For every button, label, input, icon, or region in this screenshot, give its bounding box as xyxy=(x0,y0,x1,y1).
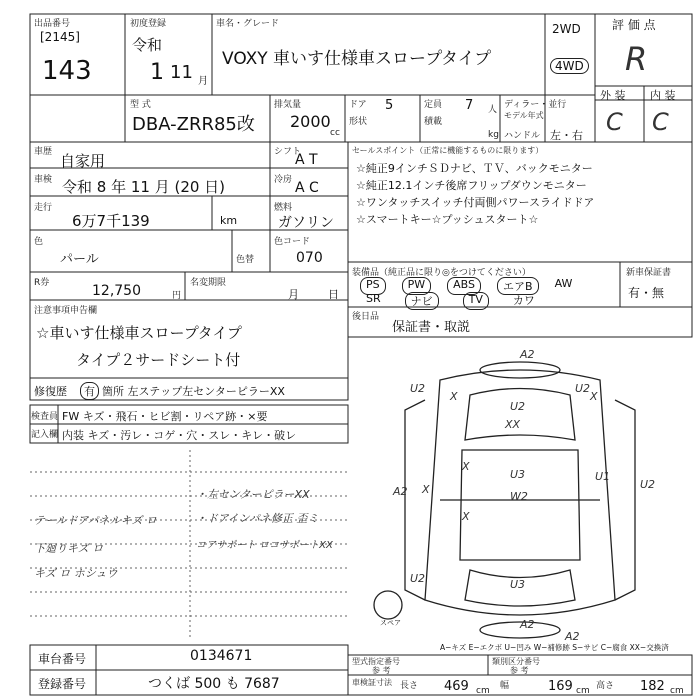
era: 令和 xyxy=(132,36,163,54)
exterior-label: 外 装 xyxy=(600,89,626,102)
displacement: 2000 xyxy=(290,112,331,131)
length-label: 長さ xyxy=(400,681,419,691)
km: km xyxy=(220,214,238,227)
selling-point-item: ☆純正12.1インチ後席フリップダウンモニター xyxy=(356,179,587,192)
mark-u3-rear: U3 xyxy=(510,578,526,591)
fuel: ガソリン xyxy=(278,215,334,231)
recycle-fee: 12,750 xyxy=(92,283,141,299)
shape-label: 形状 xyxy=(349,117,368,127)
drive-4wd: 4WD xyxy=(550,58,589,74)
doors-label: ドア xyxy=(349,100,367,110)
inspector-row-2: 内装 キズ・汚レ・コゲ・穴・スレ・キレ・破レ xyxy=(62,429,297,442)
mark-u2-tl: U2 xyxy=(410,382,426,395)
repair-label: 修復歴 xyxy=(34,385,67,398)
equip-aw: AW xyxy=(554,277,573,290)
score: R xyxy=(625,40,648,78)
name-change-day: 日 xyxy=(328,288,339,301)
shift: A T xyxy=(295,152,318,168)
equipment-row-2 xyxy=(366,292,535,310)
mark-a2-bottom: A2 xyxy=(520,618,535,631)
equip-ps: PS xyxy=(360,277,386,295)
model-year-label: モデル年式 xyxy=(504,111,544,120)
equip-pw: PW xyxy=(402,277,432,295)
mark-u2-bl: U2 xyxy=(410,572,426,585)
width-cm: cm xyxy=(576,686,590,696)
fuel-label: 燃料 xyxy=(274,203,293,213)
equip-sr: SR xyxy=(366,292,381,305)
doors: 5 xyxy=(385,98,394,113)
reg-year: 1 xyxy=(150,60,164,85)
mark-x5: X xyxy=(422,483,430,496)
equip-leather: カワ xyxy=(512,294,535,307)
mark-a2-left: A2 xyxy=(393,485,408,498)
capacity: 7 xyxy=(465,98,474,113)
mileage: 6万7千139 xyxy=(72,212,150,230)
notes-line-2: タイプ２サードシート付 xyxy=(76,351,241,369)
aftermarket-label: 後日品 xyxy=(352,312,380,322)
mark-x4: X xyxy=(462,510,470,523)
lot-sub: [2145] xyxy=(40,30,80,44)
ac: A C xyxy=(295,180,319,196)
color-change-label: 色替 xyxy=(236,255,255,265)
plate-number: つくば 500 も 7687 xyxy=(148,676,280,692)
handwritten-right-2: ・ドアインパネ修正 歪ミ xyxy=(196,512,319,525)
selling-point-item: ☆ワンタッチスイッチ付両側パワースライドドア xyxy=(356,196,595,209)
month-unit: 月 xyxy=(198,76,208,87)
yen: 円 xyxy=(172,291,182,301)
chassis-label: 車台番号 xyxy=(38,652,87,666)
load-label: 積載 xyxy=(424,117,443,127)
inspection: 令和 8 年 11 月 (20 日) xyxy=(62,178,226,196)
mark-x3: X xyxy=(462,460,470,473)
inspector-label-2: 記入欄 xyxy=(31,430,59,440)
recycle-label: R券 xyxy=(34,278,50,288)
category-label: 類別区分番号 xyxy=(492,657,540,666)
width: 169 xyxy=(548,679,573,694)
mark-u1: U1 xyxy=(595,470,611,483)
reg-month: 11 xyxy=(170,62,193,83)
handwritten-left-3: キズ ロ ホシュウ xyxy=(34,567,118,580)
mark-a2-top: A2 xyxy=(520,348,535,361)
selling-points-list xyxy=(356,160,594,228)
mark-a2-br: A2 xyxy=(565,630,580,643)
warranty-label: 新車保証書 xyxy=(626,268,672,278)
mark-u2: U2 xyxy=(510,400,526,413)
car-name: VOXY 車いす仕様車スロープタイプ xyxy=(222,49,492,69)
name-change-month: 月 xyxy=(288,288,299,301)
handwritten-right-1: ・左センターピラーXX xyxy=(196,488,310,501)
aftermarket: 保証書・取説 xyxy=(392,320,471,335)
mark-x2: X xyxy=(590,390,598,403)
equip-airbag: エアB xyxy=(497,277,539,295)
inspector-label-1: 検査員 xyxy=(31,412,59,422)
mileage-label: 走行 xyxy=(34,203,53,213)
plate-label: 登録番号 xyxy=(38,677,87,691)
equip-abs: ABS xyxy=(447,277,481,295)
spare-label: スペア xyxy=(380,619,401,627)
usage: 自家用 xyxy=(60,152,106,170)
color-code-label: 色コード xyxy=(274,237,311,247)
score-label: 評 価 点 xyxy=(612,18,656,32)
interior-label: 内 装 xyxy=(650,89,676,102)
lot-label: 出品番号 xyxy=(34,19,71,29)
ac-label: 冷房 xyxy=(274,175,293,185)
height: 182 xyxy=(640,679,665,694)
exterior-grade: C xyxy=(606,108,623,136)
mark-u2-right: U2 xyxy=(640,478,656,491)
name-label: 車名・グレード xyxy=(216,19,280,29)
interior-grade: C xyxy=(652,108,669,136)
cc: cc xyxy=(330,128,340,138)
selling-point-item: ☆スマートキー☆プッシュスタート☆ xyxy=(356,213,539,226)
mark-x1: X xyxy=(450,390,458,403)
dimension-label: 車検証寸法 xyxy=(352,678,392,687)
kg: kg xyxy=(488,130,499,140)
color: パール xyxy=(60,252,99,267)
usage-label: 車歴 xyxy=(34,147,53,157)
capacity-label: 定員 xyxy=(424,100,443,110)
car-diagram xyxy=(374,362,635,638)
displacement-label: 排気量 xyxy=(274,100,302,110)
mark-u3: U3 xyxy=(510,468,526,481)
height-label: 高さ xyxy=(596,681,615,691)
handwritten-left-1: テールドアパネルキズ ロ xyxy=(34,514,157,527)
height-cm: cm xyxy=(670,686,684,696)
mark-w2: W2 xyxy=(510,490,528,503)
mark-xx: XX xyxy=(505,418,521,431)
dealer-label: ディラー・並行 xyxy=(504,100,567,110)
width-label: 幅 xyxy=(500,681,510,691)
ref-2: 参 考 xyxy=(510,666,529,675)
length: 469 xyxy=(444,679,469,694)
notes-line-1: ☆車いす仕様車スロープタイプ xyxy=(36,324,242,342)
handwritten-right-3: コアサポート ロコサポートXX xyxy=(196,540,333,551)
equipment-label: 装備品（純正品に限り◎をつけてください） xyxy=(352,268,531,278)
person-unit: 人 xyxy=(488,105,498,115)
repair-value: 有 xyxy=(80,382,99,400)
diagram-legend: A−キズ E−エクボ U−凹み W−補修跡 S−サビ C−腐食 XX−交換済 xyxy=(440,643,669,652)
notes-label: 注意事項申告欄 xyxy=(34,306,98,316)
first-reg-label: 初度登録 xyxy=(130,19,167,29)
inspection-label: 車検 xyxy=(34,175,53,185)
model-code: DBA-ZRR85改 xyxy=(132,114,255,135)
type-cert-label: 型式指定番号 xyxy=(352,657,400,666)
equip-navi: ナビ xyxy=(405,292,439,310)
chassis-number: 0134671 xyxy=(190,648,253,664)
handle: 左・右 xyxy=(550,129,583,142)
ref-1: 参 考 xyxy=(372,666,391,675)
mark-u2-tr: U2 xyxy=(575,382,591,395)
color-label: 色 xyxy=(34,237,44,247)
name-change-label: 名変期限 xyxy=(190,278,227,288)
drive-2wd: 2WD xyxy=(552,22,581,36)
lot-number: 143 xyxy=(42,56,92,86)
repair-detail: 箇所 左ステップ左センターピラーXX xyxy=(102,385,285,398)
length-cm: cm xyxy=(476,686,490,696)
color-code: 070 xyxy=(296,250,323,266)
handle-label: ハンドル xyxy=(504,131,541,141)
handwritten-left-2: 下廻りキズ ロ xyxy=(34,542,104,555)
shift-label: シフト xyxy=(274,147,302,157)
model-label: 型 式 xyxy=(130,100,151,110)
selling-points-label: セールスポイント（正常に機能するものに限ります） xyxy=(352,146,544,155)
equip-tv: TV xyxy=(463,292,489,310)
inspector-row-1: FW キズ・飛石・ヒビ割・リペア跡・×要 xyxy=(62,410,268,423)
damage-marks xyxy=(392,348,655,643)
warranty: 有・無 xyxy=(628,286,665,300)
selling-point-item: ☆純正9インチＳＤナビ、ＴＶ、バックモニター xyxy=(356,162,593,175)
